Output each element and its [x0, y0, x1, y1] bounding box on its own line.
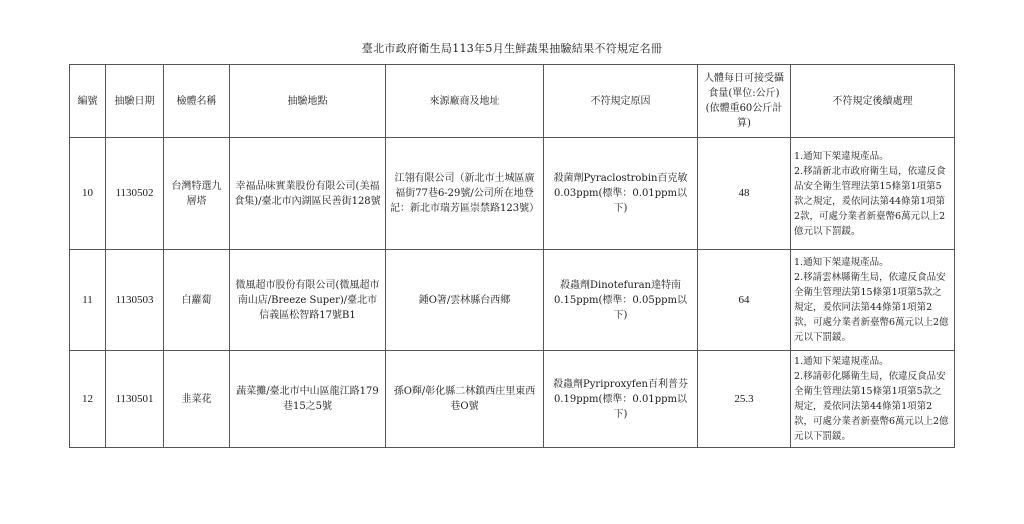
- cell-action: [791, 250, 955, 351]
- cell-source: 鍾O箸/雲林縣台西鄉: [386, 250, 544, 351]
- header-reason: 不符規定原因: [544, 65, 698, 138]
- cell-reason: 殺菌劑Pyraclostrobin百克敏0.03ppm(標準：0.01ppm以下): [544, 138, 698, 250]
- cell-reason: 殺蟲劑Pyriproxyfen百利普芬0.19ppm(標準：0.01ppm以下): [544, 351, 698, 448]
- header-action: 不符規定後續處理: [791, 65, 955, 138]
- header-id: 編號: [70, 65, 106, 138]
- cell-date: 1130502: [106, 138, 164, 250]
- action-step-1: 1.通知下架違規產品。: [794, 257, 889, 268]
- table-row: [70, 138, 955, 250]
- header-location: 抽驗地點: [230, 65, 386, 138]
- cell-id: 12: [70, 351, 106, 448]
- header-source: 來源廠商及地址: [386, 65, 544, 138]
- cell-id: 10: [70, 138, 106, 250]
- violations-table: [69, 64, 955, 448]
- cell-intake: 48: [698, 138, 791, 250]
- table-header-row: [70, 65, 955, 138]
- cell-action: [791, 351, 955, 448]
- cell-sample: 白蘿蔔: [164, 250, 230, 351]
- cell-intake: 64: [698, 250, 791, 351]
- table-row: [70, 250, 955, 351]
- cell-location: 蔬菜攤/臺北市中山區龍江路179巷15之5號: [230, 351, 386, 448]
- document-title: 臺北市政府衛生局113年5月生鮮蔬果抽驗結果不符規定名冊: [361, 42, 663, 55]
- cell-reason: 殺蟲劑Dinotefuran達特南0.15ppm(標準：0.05ppm以下): [544, 250, 698, 351]
- cell-date: 1130503: [106, 250, 164, 351]
- action-step-2: 2.移請彰化縣衛生局，依違反食品安全衛生管理法第15條第1項第5款之規定，爰依同法第44條第1項第2款，可處分業者新臺幣6萬元以上2億元以下罰鍰。: [794, 371, 949, 442]
- action-step-1: 1.通知下架違規產品。: [794, 356, 889, 367]
- cell-location: 幸福品味實業股份有限公司(美福食集)/臺北市內湖區民善街128號: [230, 138, 386, 250]
- header-sample: 檢體名稱: [164, 65, 230, 138]
- cell-id: 11: [70, 250, 106, 351]
- cell-sample: 韭菜花: [164, 351, 230, 448]
- action-step-2: 2.移請新北市政府衛生局，依違反食品安全衛生管理法第15條第1項第5款之規定，爰依同法第44條第1項第2款，可處分業者新臺幣6萬元以上2億元以下罰鍰。: [794, 165, 946, 237]
- cell-location: 微風超市股份有限公司(微風超市南山店/Breeze Super)/臺北市信義區松智路17號B1: [230, 250, 386, 351]
- cell-intake: 25.3: [698, 351, 791, 448]
- cell-sample: 台灣特選九層塔: [164, 138, 230, 250]
- action-step-2: 2.移請雲林縣衛生局，依違反食品安全衛生管理法第15條第1項第5款之規定，爰依同法第44條第1項第2款，可處分業者新臺幣6萬元以上2億元以下罰鍰。: [794, 272, 949, 343]
- header-intake: 人體每日可接受攝食量(單位:公斤)(依體重60公斤計算): [698, 65, 791, 138]
- cell-date: 1130501: [106, 351, 164, 448]
- cell-action: [791, 138, 955, 250]
- cell-source: 孫O輝/彰化縣二林鎮西庄里東西巷O號: [386, 351, 544, 448]
- action-step-1: 1.通知下架違規產品。: [794, 150, 889, 162]
- table-row: [70, 351, 955, 448]
- header-date: 抽驗日期: [106, 65, 164, 138]
- cell-source: 江翎有限公司（新北市土城區廣福街77巷6-29號/公司所在地登記：新北市瑞芳區崇禁路123號）: [386, 138, 544, 250]
